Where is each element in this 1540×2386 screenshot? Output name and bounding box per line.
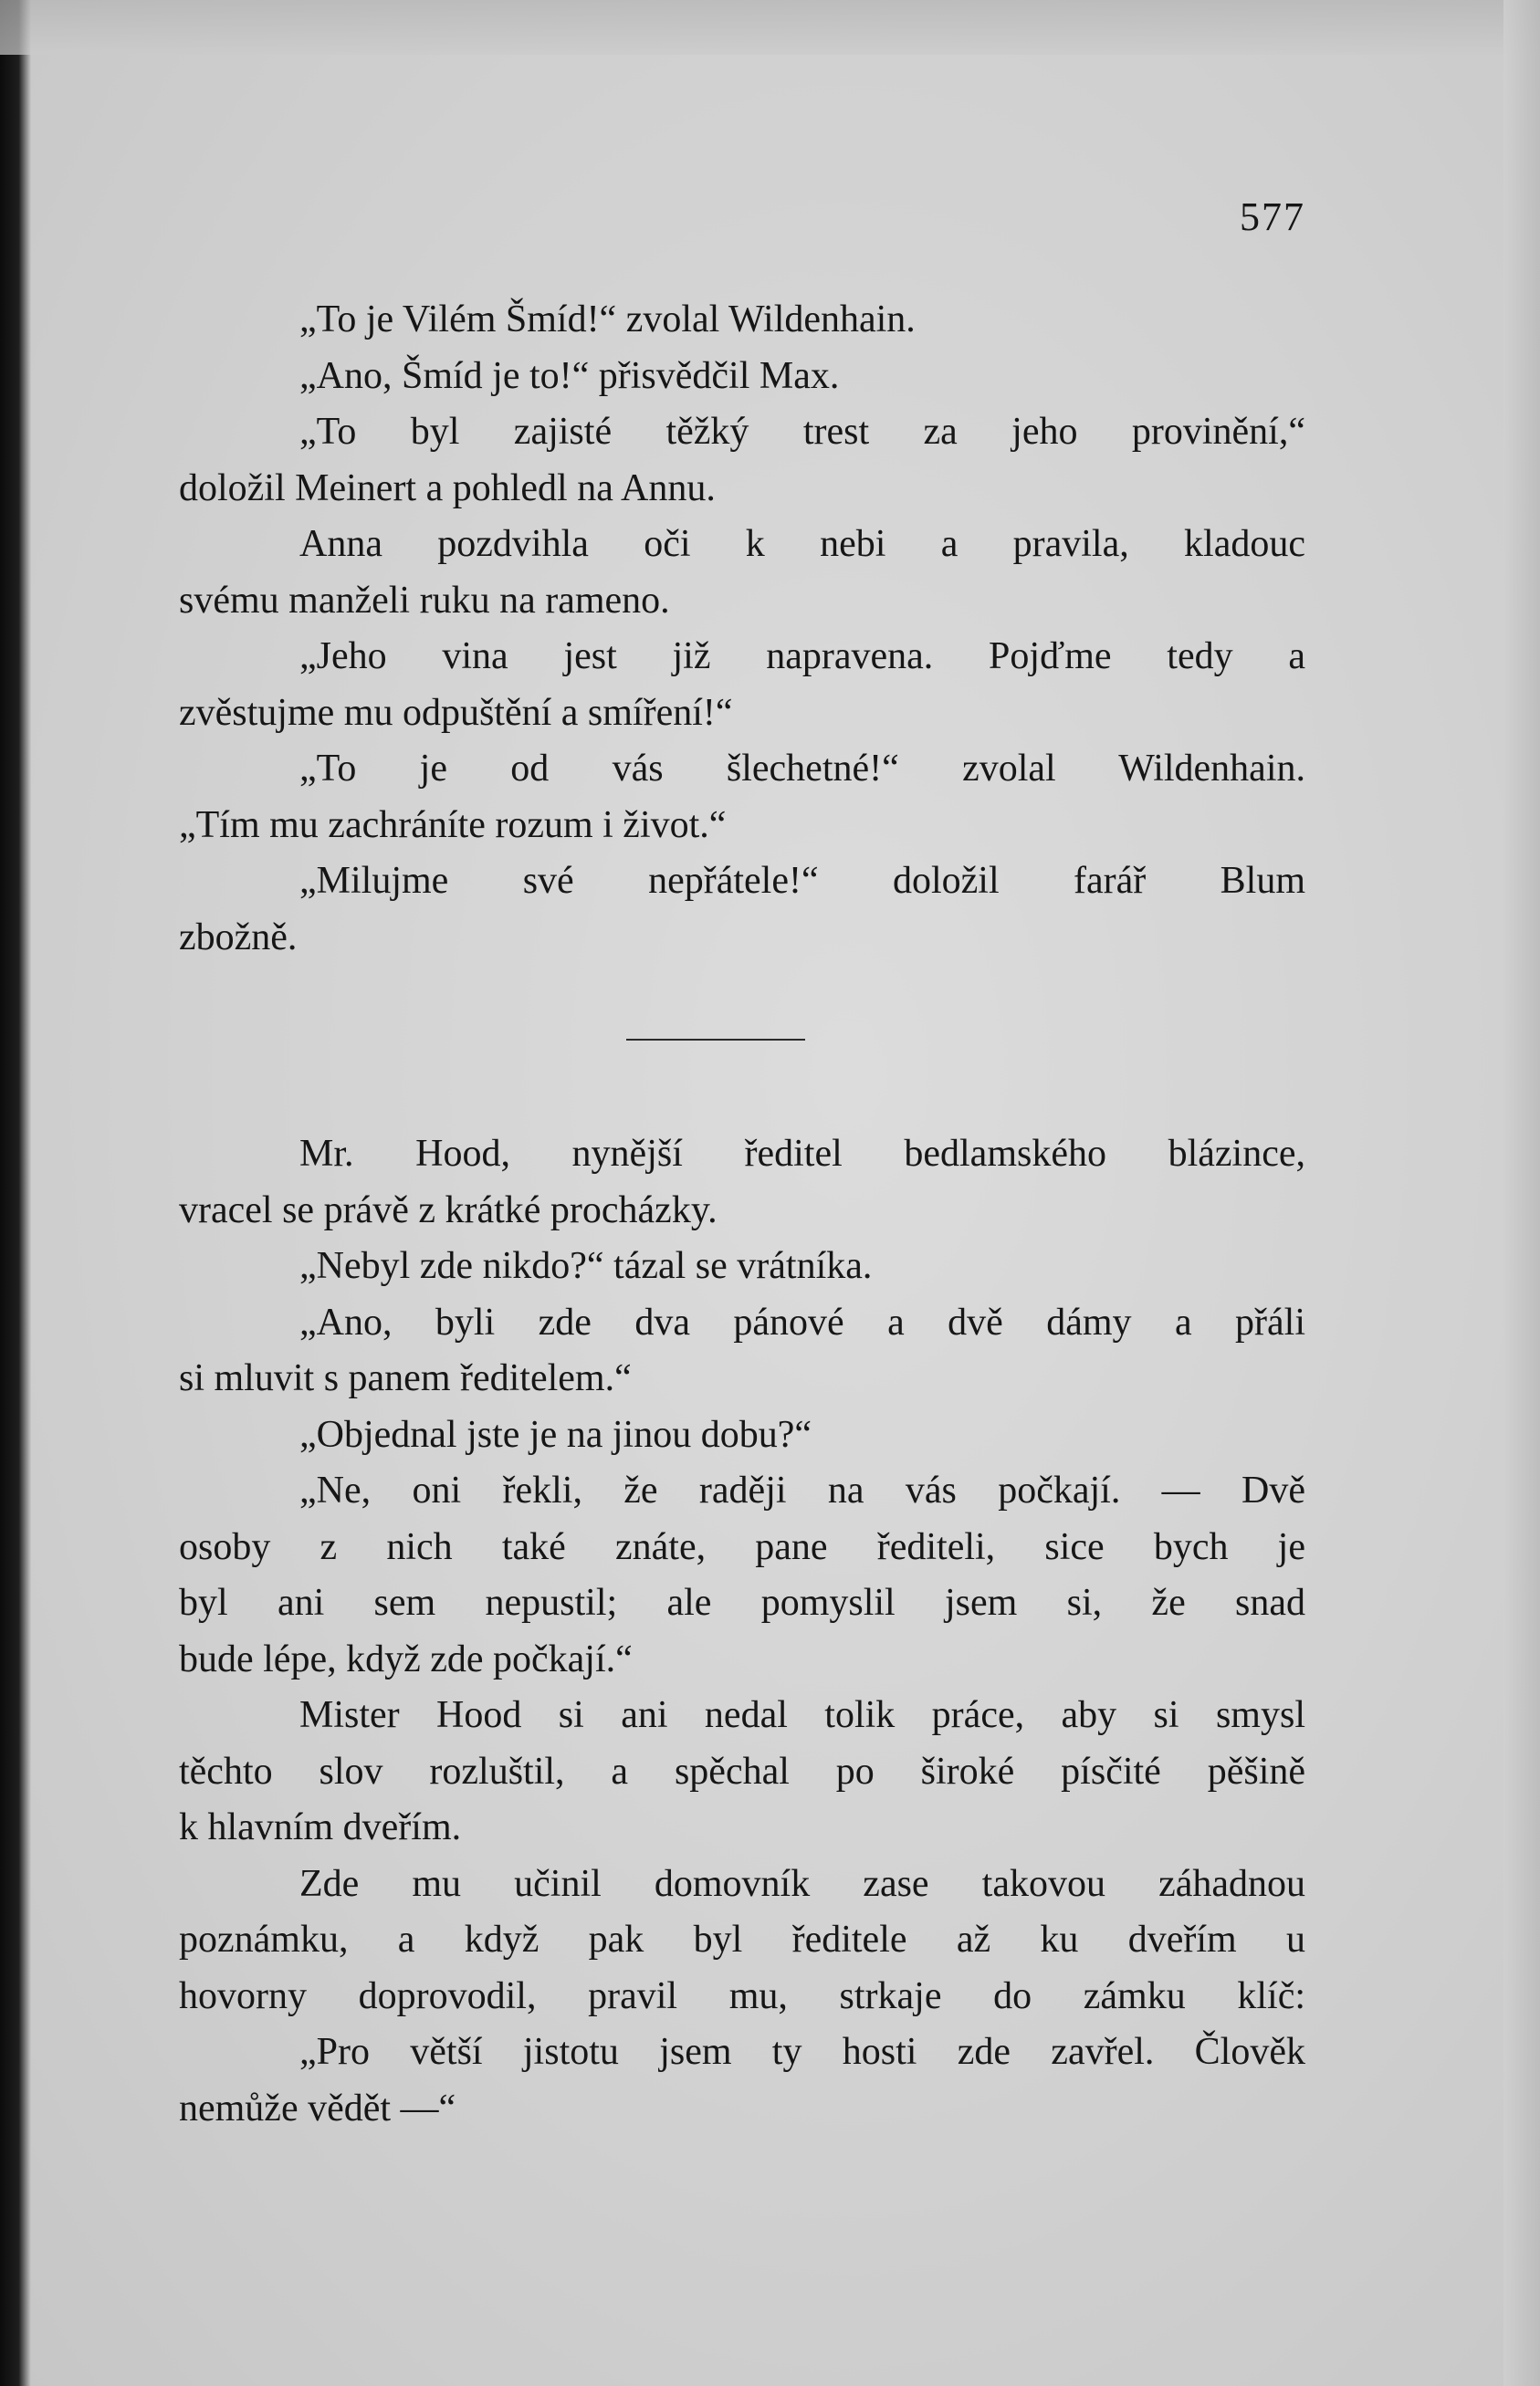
text-line: si mluvit s panem ředitelem.“ bbox=[179, 1357, 632, 1399]
text-line: „Ano, Šmíd je to!“ přisvědčil Max. bbox=[299, 354, 840, 397]
text-line: nemůže vědět —“ bbox=[179, 2087, 456, 2130]
separator-rule bbox=[626, 1039, 805, 1041]
text-line: „Pro větší jistotu jsem ty hosti zde zavřel. Člověk bbox=[299, 2031, 1305, 2073]
text-line: hovorny doprovodil, pravil mu, strkaje do zámku klíč: bbox=[179, 1974, 1305, 2017]
section-break bbox=[179, 966, 1305, 1126]
text-line: „Jeho vina jest již napravena. Pojďme tedy a bbox=[299, 635, 1305, 677]
text-line: Anna pozdvihla oči k nebi a pravila, kladouc bbox=[299, 523, 1305, 565]
text-block-bottom bbox=[179, 1126, 1305, 2137]
text-line: osoby z nich také znáte, pane řediteli, sice bych je bbox=[179, 1525, 1305, 1568]
text-line: „To je Vilém Šmíd!“ zvolal Wildenhain. bbox=[299, 298, 916, 340]
text-line: zvěstujme mu odpuštění a smíření!“ bbox=[179, 691, 733, 734]
text-line: „To byl zajisté těžký trest za jeho provinění,“ bbox=[299, 411, 1305, 453]
text-line: doložil Meinert a pohledl na Annu. bbox=[179, 466, 716, 509]
text-block-top bbox=[179, 292, 1305, 966]
text-line: „Tím mu zachráníte rozum i život.“ bbox=[179, 803, 727, 846]
text-line: svému manželi ruku na rameno. bbox=[179, 579, 670, 622]
body-text bbox=[179, 292, 1305, 2137]
text-line: „Milujme své nepřátele!“ doložil farář Blum bbox=[299, 860, 1305, 902]
text-line: byl ani sem nepustil; ale pomyslil jsem si, že snad bbox=[179, 1582, 1305, 1624]
text-line: „Ne, oni řekli, že raději na vás počkají. — Dvě bbox=[299, 1470, 1305, 1512]
text-line: k hlavním dveřím. bbox=[179, 1806, 462, 1848]
text-line: zbožně. bbox=[179, 916, 298, 958]
text-line: „Ano, byli zde dva pánové a dvě dámy a přáli bbox=[299, 1301, 1305, 1344]
book-spine-shadow bbox=[0, 0, 31, 2386]
text-line: „To je od vás šlechetné!“ zvolal Wildenhain. bbox=[299, 748, 1305, 790]
text-line: „Nebyl zde nikdo?“ tázal se vrátníka. bbox=[299, 1245, 873, 1287]
text-line: těchto slov rozluštil, a spěchal po široké písčité pěšině bbox=[179, 1750, 1305, 1793]
text-line: Mister Hood si ani nedal tolik práce, aby si smysl bbox=[299, 1694, 1305, 1736]
text-line: bude lépe, když zde počkají.“ bbox=[179, 1638, 633, 1680]
page-number: 577 bbox=[1240, 194, 1305, 239]
text-line: Mr. Hood, nynější ředitel bedlamského blázince, bbox=[299, 1133, 1305, 1175]
text-line: „Objednal jste je na jinou dobu?“ bbox=[299, 1413, 812, 1456]
page-right-edge bbox=[1503, 0, 1540, 2386]
text-line: Zde mu učinil domovník zase takovou záhadnou bbox=[299, 1862, 1305, 1905]
text-line: vracel se právě z krátké procházky. bbox=[179, 1188, 718, 1231]
text-line: poznámku, a když pak byl ředitele až ku dveřím u bbox=[179, 1919, 1305, 1961]
page-top-edge bbox=[0, 0, 1540, 55]
